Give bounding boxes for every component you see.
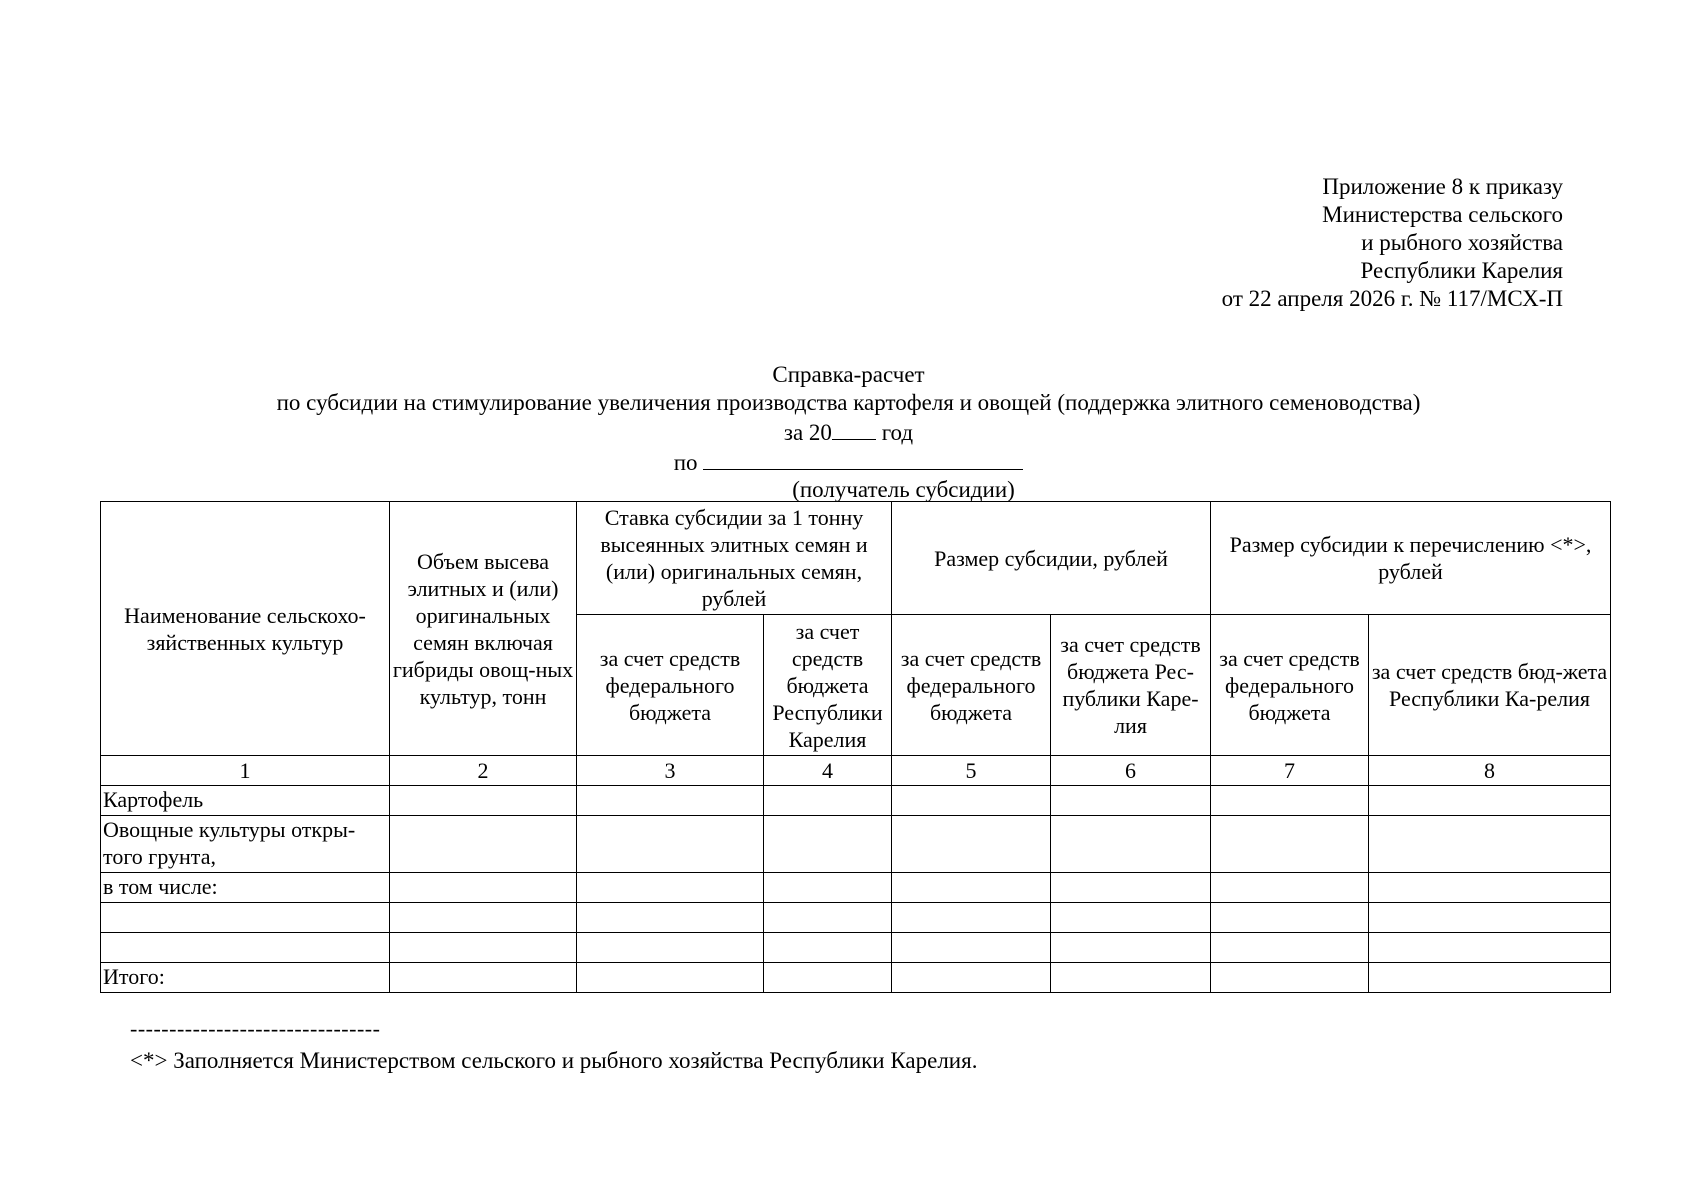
column-number: 5 xyxy=(892,756,1051,786)
table-cell[interactable] xyxy=(390,933,577,963)
calculation-table-wrapper xyxy=(100,501,1610,993)
table-cell[interactable] xyxy=(390,816,577,873)
table-cell[interactable] xyxy=(1051,786,1211,816)
table-cell[interactable] xyxy=(1211,873,1369,903)
approval-line-1: Приложение 8 к приказу xyxy=(1322,174,1563,199)
row-label: Картофель xyxy=(101,786,390,816)
table-cell[interactable] xyxy=(1211,816,1369,873)
table-cell[interactable] xyxy=(1051,816,1211,873)
header-crop-name: Наименование сельскохо-зяйственных культур xyxy=(101,502,390,756)
table-cell[interactable] xyxy=(764,903,892,933)
column-number: 7 xyxy=(1211,756,1369,786)
row-label: в том числе: xyxy=(101,873,390,903)
recipient-blank-field[interactable] xyxy=(703,447,1023,470)
header-amount-group: Размер субсидии, рублей xyxy=(892,502,1211,615)
table-cell[interactable] xyxy=(1369,963,1611,993)
table-cell[interactable] xyxy=(390,786,577,816)
document-header xyxy=(0,361,1697,503)
table-row-total xyxy=(101,963,1611,993)
header-rate-regional: за счет средств бюджета Республики Карелия xyxy=(764,615,892,756)
table-cell[interactable] xyxy=(764,873,892,903)
footnote-text: <*> Заполняется Министерством сельского и рыбного хозяйства Республики Карелия. xyxy=(130,1048,978,1073)
column-number: 3 xyxy=(577,756,764,786)
table-cell[interactable] xyxy=(577,903,764,933)
table-cell[interactable] xyxy=(390,963,577,993)
header-transfer-group: Размер субсидии к перечислению <*>, рублей xyxy=(1211,502,1611,615)
table-cell[interactable] xyxy=(764,933,892,963)
approval-line-3: и рыбного хозяйства xyxy=(1361,230,1563,255)
table-cell[interactable] xyxy=(1211,786,1369,816)
table-cell[interactable] xyxy=(892,873,1051,903)
table-cell[interactable] xyxy=(1369,933,1611,963)
header-rate-group: Ставка субсидии за 1 тонну высеянных элитных семян и (или) оригинальных семян, рублей xyxy=(577,502,892,615)
header-amount-federal: за счет средств федерального бюджета xyxy=(892,615,1051,756)
table-cell[interactable] xyxy=(892,963,1051,993)
table-cell[interactable] xyxy=(764,963,892,993)
column-number: 2 xyxy=(390,756,577,786)
table-cell[interactable] xyxy=(1369,816,1611,873)
table-cell[interactable] xyxy=(764,786,892,816)
column-number: 8 xyxy=(1369,756,1611,786)
table-cell[interactable] xyxy=(764,816,892,873)
table-row xyxy=(101,903,1611,933)
table-cell[interactable] xyxy=(390,903,577,933)
year-suffix: год xyxy=(875,420,914,445)
table-cell[interactable] xyxy=(1369,873,1611,903)
table-cell[interactable] xyxy=(1369,786,1611,816)
table-cell[interactable] xyxy=(1051,873,1211,903)
footnote-separator: -------------------------------- xyxy=(130,1016,381,1041)
recipient-prefix: по xyxy=(673,450,704,475)
year-blank-field[interactable] xyxy=(832,417,876,440)
year-line xyxy=(0,417,1697,447)
recipient-caption: (получатель субсидии) xyxy=(792,477,1015,502)
header-transfer-regional: за счет средств бюд-жета Республики Ка-релия xyxy=(1369,615,1611,756)
table-row xyxy=(101,933,1611,963)
table-cell[interactable] xyxy=(1211,933,1369,963)
document-title: Справка-расчет xyxy=(772,362,925,387)
column-number-row xyxy=(101,756,1611,786)
approval-block xyxy=(1222,173,1563,313)
table-cell[interactable] xyxy=(892,786,1051,816)
table-cell[interactable] xyxy=(1051,903,1211,933)
row-label-total: Итого: xyxy=(101,963,390,993)
table-cell[interactable] xyxy=(892,816,1051,873)
row-label[interactable] xyxy=(101,903,390,933)
header-amount-regional: за счет средств бюджета Рес-публики Каре-лия xyxy=(1051,615,1211,756)
table-cell[interactable] xyxy=(1369,903,1611,933)
table-cell[interactable] xyxy=(577,873,764,903)
table-row xyxy=(101,816,1611,873)
table-cell[interactable] xyxy=(577,933,764,963)
document-subtitle: по субсидии на стимулирование увеличения производства картофеля и овощей (поддержка элитного семеноводства) xyxy=(276,390,1421,415)
table-cell[interactable] xyxy=(892,903,1051,933)
recipient-line xyxy=(0,447,1697,477)
table-row xyxy=(101,873,1611,903)
table-cell[interactable] xyxy=(1211,963,1369,993)
approval-line-4: Республики Карелия xyxy=(1360,258,1563,283)
row-label: Овощные культуры откры-того грунта, xyxy=(101,816,390,873)
table-row xyxy=(101,786,1611,816)
table-cell[interactable] xyxy=(390,873,577,903)
header-rate-federal: за счет средств федерального бюджета xyxy=(577,615,764,756)
table-cell[interactable] xyxy=(577,816,764,873)
calculation-table xyxy=(100,501,1611,993)
column-number: 6 xyxy=(1051,756,1211,786)
table-cell[interactable] xyxy=(1051,933,1211,963)
column-number: 1 xyxy=(101,756,390,786)
table-cell[interactable] xyxy=(892,933,1051,963)
approval-line-5: от 22 апреля 2026 г. № 117/МСХ-П xyxy=(1221,286,1563,311)
year-prefix: за 20 xyxy=(783,420,832,445)
table-cell[interactable] xyxy=(577,963,764,993)
header-transfer-federal: за счет средств федерального бюджета xyxy=(1211,615,1369,756)
header-sowing-volume: Объем высева элитных и (или) оригинальных семян включая гибриды овощ-ных культур, тонн xyxy=(390,502,577,756)
table-cell[interactable] xyxy=(577,786,764,816)
table-cell[interactable] xyxy=(1211,903,1369,933)
row-label[interactable] xyxy=(101,933,390,963)
approval-line-2: Министерства сельского xyxy=(1322,202,1563,227)
column-number: 4 xyxy=(764,756,892,786)
table-cell[interactable] xyxy=(1051,963,1211,993)
